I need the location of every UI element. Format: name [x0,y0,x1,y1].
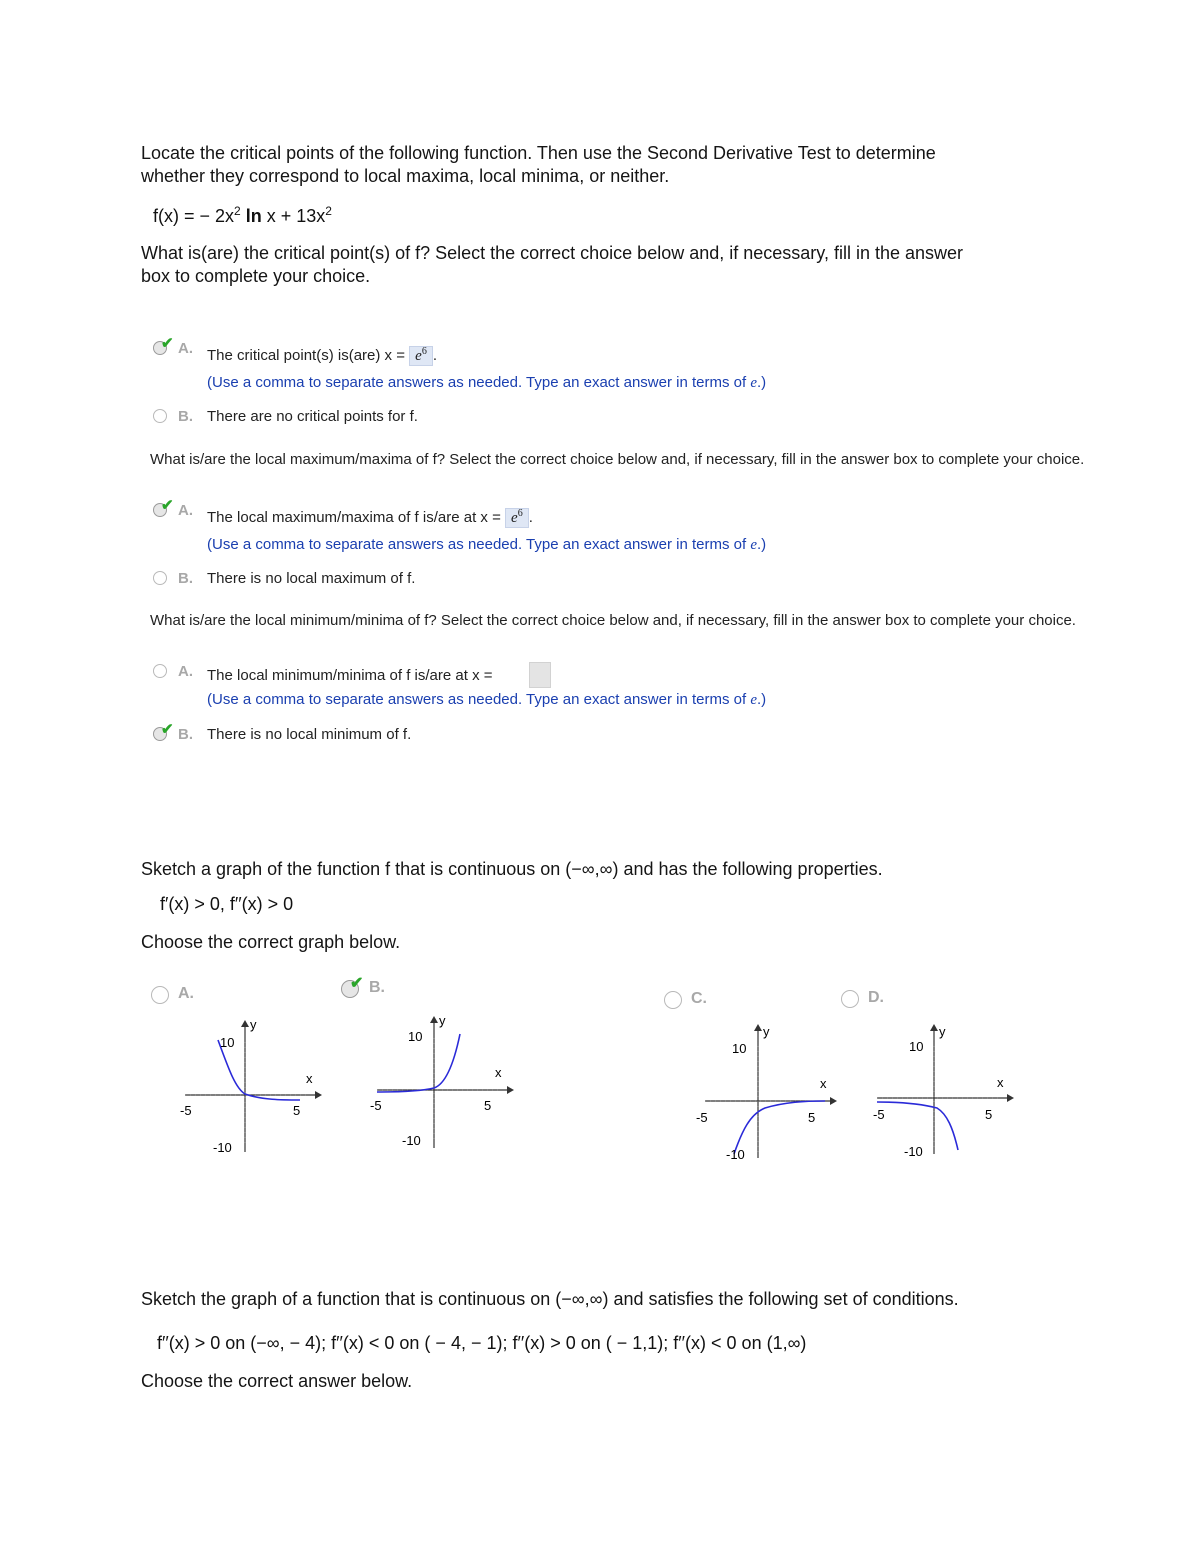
y-label: y [939,1024,946,1039]
max-choice-b-letter: B. [178,570,193,587]
tick-neg5: -5 [696,1110,708,1125]
q1-intro-line1: Locate the critical points of the following function. Then use the Second Derivative Test to determine [141,143,936,163]
min-choice-b-text[interactable]: There is no local minimum of f. [207,726,412,743]
graph-b [362,1008,522,1158]
function-lhs: f(x) = − 2x [153,206,235,226]
x-label: x [997,1075,1004,1090]
critical-choice-a-text: The critical point(s) is(are) x = [207,347,405,364]
graph-option-c-letter: C. [691,990,707,1007]
min-question: What is/are the local minimum/minima of f? Select the correct choice below and, if necessary, fill in the answer box to complete your choice. [150,612,1076,629]
q1-function [153,204,332,227]
check-icon: ✔ [161,721,174,738]
function-ln: ln [245,206,262,226]
q1-intro-line2: whether they correspond to local maxima, local minima, or neither. [141,166,670,186]
check-icon: ✔ [350,975,364,992]
q3-condition: f′′(x) > 0 on (−∞, − 4); f′′(x) < 0 on ( − 4, − 1); f′′(x) > 0 on ( − 1,1); f′′(x) < 0 on (1,∞) [157,1333,807,1353]
graph-option-a-letter: A. [178,985,194,1002]
graph-a [170,1012,330,1162]
min-choice-a-letter: A. [178,663,193,680]
max-hint: (Use a comma to separate answers as needed. Type an exact answer in terms of e.) [207,536,767,553]
graph-option-b-letter: B. [369,979,385,996]
check-icon: ✔ [161,497,174,514]
x-label: x [495,1065,502,1080]
critical-question-line1: What is(are) the critical point(s) of f? Select the correct choice below and, if necessary, fill in the answer [141,243,964,263]
x-label: x [820,1076,827,1091]
tick-5: 5 [293,1103,301,1118]
q3-intro: Sketch the graph of a function that is continuous on (−∞,∞) and satisfies the following set of conditions. [141,1289,959,1309]
q2-intro: Sketch a graph of the function f that is continuous on (−∞,∞) and has the following properties. [141,859,883,879]
q2-condition: f′(x) > 0, f′′(x) > 0 [160,894,294,914]
critical-choice-b-text[interactable]: There are no critical points for f. [207,408,418,425]
graph-option-d-letter: D. [868,989,884,1006]
tick-10: 10 [909,1039,924,1054]
y-label: y [763,1024,770,1039]
y-label: y [250,1017,257,1032]
tick-neg5: -5 [180,1103,192,1118]
max-choice-b-radio[interactable] [153,571,167,585]
min-hint: (Use a comma to separate answers as needed. Type an exact answer in terms of e.) [207,691,767,708]
max-choice-b-text[interactable]: There is no local maximum of f. [207,570,416,587]
graph-d [867,1016,1027,1166]
tick-neg10: -10 [726,1147,745,1162]
max-choice-a-letter: A. [178,502,193,519]
tick-5: 5 [484,1098,492,1113]
tick-5: 5 [808,1110,816,1125]
q2-prompt: Choose the correct graph below. [141,932,401,952]
tick-neg10: -10 [904,1144,923,1159]
tick-neg5: -5 [873,1107,885,1122]
q3-prompt: Choose the correct answer below. [141,1371,413,1391]
check-icon: ✔ [161,335,174,352]
graph-option-d-radio[interactable] [841,990,859,1008]
critical-answer-box[interactable]: $e^6$ [409,346,433,366]
graph-c [690,1016,850,1166]
critical-choice-a[interactable]: The critical point(s) is(are) $x = e^6$ . [207,346,437,364]
max-answer-box[interactable]: $e^6$ [505,508,529,528]
tick-neg10: -10 [213,1140,232,1155]
q1-intro [141,142,936,188]
x-label: x [306,1071,313,1086]
critical-question-line2: box to complete your choice. [141,266,371,286]
min-choice-a-text[interactable]: The local minimum/minima of f is/are at x = [207,667,493,684]
max-question: What is/are the local maximum/maxima of f? Select the correct choice below and, if necessary, fill in the answer box to complete your choice. [150,451,1085,468]
critical-question [141,242,963,288]
tick-10: 10 [408,1029,423,1044]
critical-choice-a-letter: A. [178,340,193,357]
max-choice-a[interactable]: The local maximum/maxima of f is/are at $x = e^6$ . [207,508,533,526]
min-choice-a-radio[interactable] [153,664,167,678]
min-answer-box[interactable] [529,662,551,688]
tick-10: 10 [732,1041,747,1056]
tick-10: 10 [220,1035,235,1050]
tick-neg10: -10 [402,1133,421,1148]
y-label: y [439,1013,446,1028]
min-choice-b-letter: B. [178,726,193,743]
function-exp1: 2 [234,204,241,218]
max-choice-a-text: The local maximum/maxima of f is/are at x = [207,509,501,526]
critical-choice-b-radio[interactable] [153,409,167,423]
tick-neg5: -5 [370,1098,382,1113]
critical-choice-b-letter: B. [178,408,193,425]
critical-hint: (Use a comma to separate answers as needed. Type an exact answer in terms of e.) [207,374,767,391]
graph-option-a-radio[interactable] [151,986,169,1004]
function-rest: x + 13x [266,206,326,226]
tick-5: 5 [985,1107,993,1122]
graph-option-c-radio[interactable] [664,991,682,1009]
function-exp2: 2 [325,204,332,218]
